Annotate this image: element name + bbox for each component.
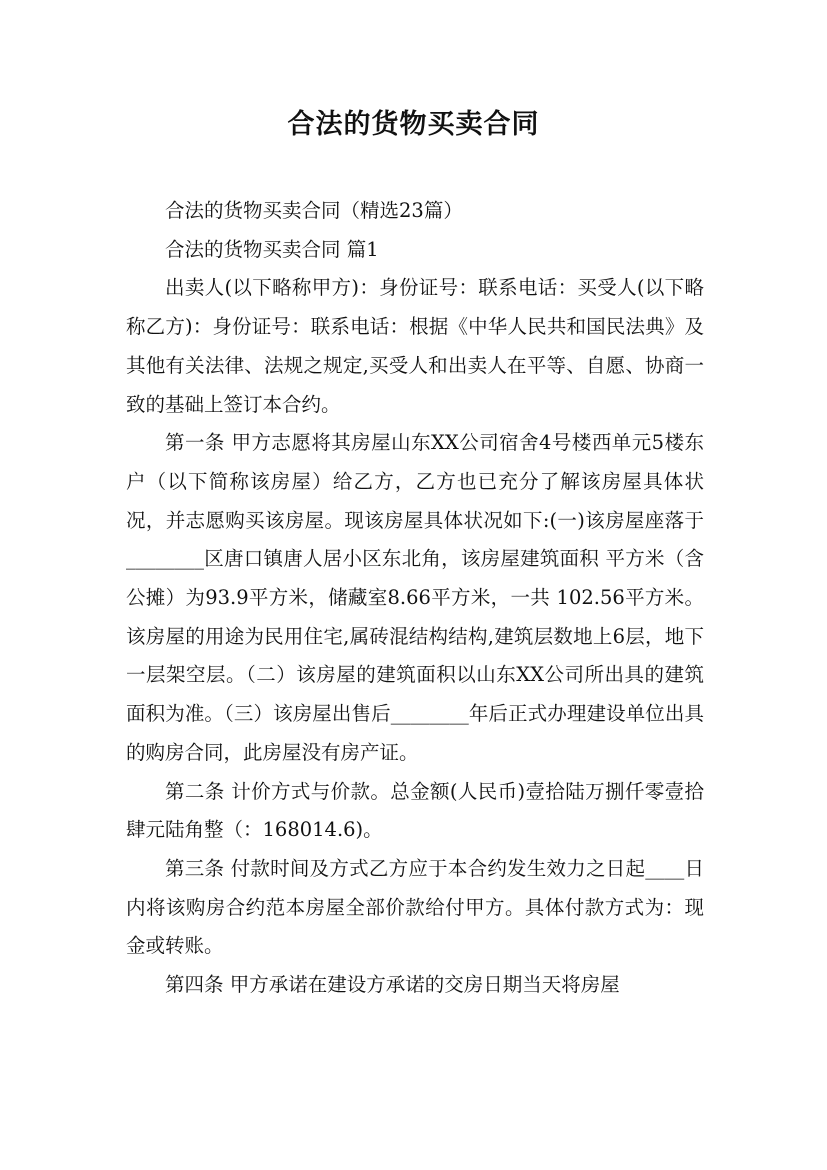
paragraph-article-2: 第二条 计价方式与价款。总金额(人民币)壹拾陆万捌仟零壹拾肆元陆角整（：168014.6)。 xyxy=(126,779,704,842)
paragraph-article-4: 第四条 甲方承诺在建设方承诺的交房日期当天将房屋 xyxy=(165,973,620,997)
paragraph-parties: 出卖人(以下略称甲方)：身份证号：联系电话：买受人(以下略称乙方)：身份证号：联系电话：根据《中华人民共和国民法典》及其他有关法律、法规之规定,买受人和出卖人在平等、自愿、协商一致的基础上签订本合约。 xyxy=(126,276,704,416)
paragraph-article-1: 第一条 甲方志愿将其房屋山东XX公司宿舍4号楼西单元5楼东户（以下简称该房屋）给乙方，乙方也已充分了解该房屋具体状况，并志愿购买该房屋。现该房屋具体状况如下:(一)该房屋座落于________区唐口镇唐人居小区东北角，该房屋建筑面积 平方米（含公摊）为93.9平方米，储藏室8.66平方米，一共 102.56平方米。该房屋的用途为民用住宅,属砖混结构结构,建筑层数地上6层，地下一层架空层。（二）该房屋的建筑面积以山东XX公司所出具的建筑面积为准。（三）该房屋出售后________年后正式办理建设单位出具的购房合同，此房屋没有房产证。 xyxy=(126,431,704,764)
document-body xyxy=(126,192,704,1005)
paragraph-section-heading: 合法的货物买卖合同 篇1 xyxy=(165,237,379,261)
paragraph-subtitle: 合法的货物买卖合同（精选23篇） xyxy=(165,199,463,222)
paragraph-article-3: 第三条 付款时间及方式乙方应于本合约发生效力之日起____日内将该购房合约范本房屋全部价款给付甲方。具体付款方式为：现金或转账。 xyxy=(126,856,704,958)
document-title: 合法的货物买卖合同 xyxy=(287,109,540,140)
